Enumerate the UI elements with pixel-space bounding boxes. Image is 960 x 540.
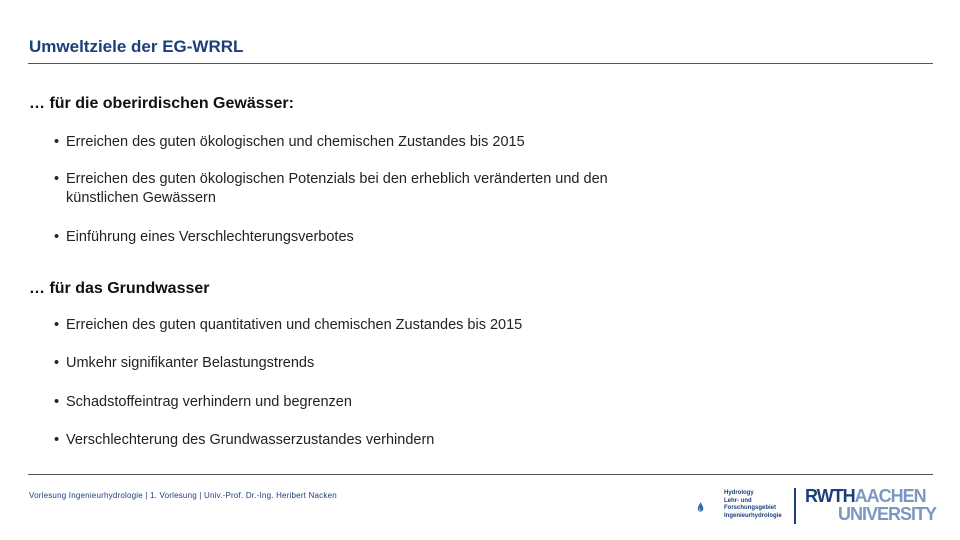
section-heading-groundwater: … für das Grundwasser [29,280,210,297]
bullet-icon: • [54,355,60,371]
bullet-icon: • [54,171,60,187]
bullet-icon: • [54,432,60,448]
water-drop-icon [697,487,723,527]
list-item: • Erreichen des guten quantitativen und chemischen Zustandes bis 2015 [54,317,523,333]
bullet-icon: • [54,317,60,333]
list-item: • Verschlechterung des Grundwasserzustandes verhindern [54,432,435,448]
bullet-icon: • [54,229,60,245]
list-item: • Erreichen des guten ökologischen Potenzials bei den erheblich veränderten und den künstlichen Gewässern [54,171,608,206]
bullet-icon: • [54,134,60,150]
list-item: • Umkehr signifikanter Belastungstrends [54,355,315,371]
list-item: • Einführung eines Verschlechterungsverbotes [54,229,354,245]
slide-title: Umweltziele der EG-WRRL [29,37,244,56]
list-item: • Erreichen des guten ökologischen und chemischen Zustandes bis 2015 [54,134,525,150]
bullet-icon: • [54,394,60,410]
bottom-divider [28,474,933,475]
list-item: • Schadstoffeintrag verhindern und begrenzen [54,394,352,410]
hydrology-logo-text: Hydrology Lehr- und Forschungsgebiet Ingenieurhydrologie [724,490,782,519]
footer-text: Vorlesung Ingenieurhydrologie | 1. Vorlesung | Univ.-Prof. Dr.-Ing. Heribert Nacken [29,491,337,500]
section-heading-surface-water: … für die oberirdischen Gewässer: [29,95,294,112]
logo-divider [794,488,796,524]
rwth-logo: RWTHAACHEN UNIVERSITY [805,486,937,524]
top-divider [28,63,933,64]
